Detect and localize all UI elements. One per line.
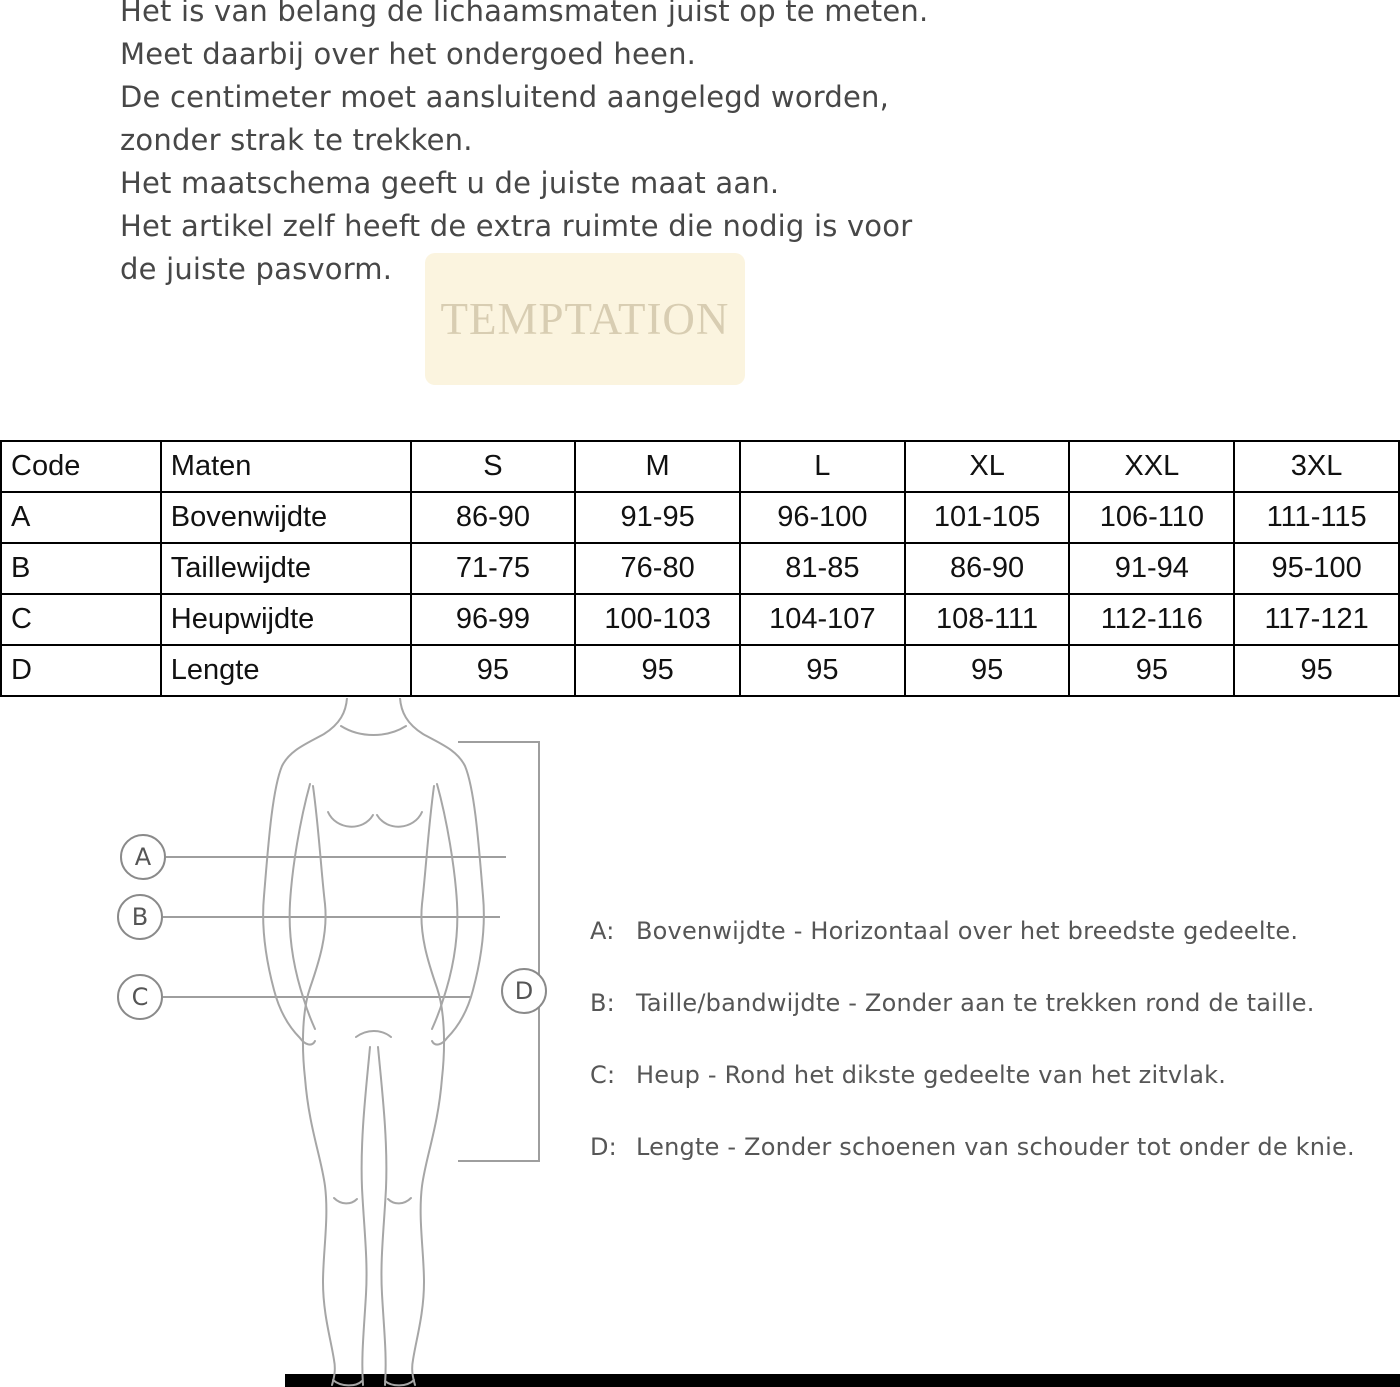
header-size-s: S bbox=[411, 441, 576, 492]
header-size-m: M bbox=[575, 441, 740, 492]
legend-item-b bbox=[590, 990, 1355, 1017]
table-cell: 106-110 bbox=[1069, 492, 1234, 543]
intro-line: De centimeter moet aansluitend aangelegd worden, bbox=[120, 80, 890, 114]
brand-logo-text: TEMPTATION bbox=[440, 294, 730, 344]
table-cell: 81-85 bbox=[740, 543, 905, 594]
table-cell: 71-75 bbox=[411, 543, 576, 594]
table-cell: 108-111 bbox=[905, 594, 1070, 645]
header-size-xl: XL bbox=[905, 441, 1070, 492]
measurement-legend bbox=[590, 918, 1355, 1161]
table-cell: 95 bbox=[905, 645, 1070, 696]
table-cell: 95 bbox=[1234, 645, 1399, 696]
table-cell: 95 bbox=[740, 645, 905, 696]
table-cell: 117-121 bbox=[1234, 594, 1399, 645]
header-size-l: L bbox=[740, 441, 905, 492]
header-maten: Maten bbox=[161, 441, 411, 492]
table-cell: 91-95 bbox=[575, 492, 740, 543]
table-cell: 101-105 bbox=[905, 492, 1070, 543]
table-cell: 86-90 bbox=[905, 543, 1070, 594]
legend-code: D: bbox=[590, 1133, 617, 1161]
size-table bbox=[0, 440, 1400, 697]
intro-line: Het maatschema geeft u de juiste maat aan. bbox=[120, 166, 780, 200]
legend-item-d bbox=[590, 1134, 1355, 1161]
marker-b: B bbox=[117, 894, 163, 940]
legend-code: C: bbox=[590, 1061, 616, 1089]
table-cell: 86-90 bbox=[411, 492, 576, 543]
measure-line-d-vertical bbox=[538, 742, 540, 1162]
table-cell: 91-94 bbox=[1069, 543, 1234, 594]
table-cell: 111-115 bbox=[1234, 492, 1399, 543]
row-label: Lengte bbox=[161, 645, 411, 696]
table-cell: 95 bbox=[411, 645, 576, 696]
intro-line: zonder strak te trekken. bbox=[120, 123, 473, 157]
table-cell: 112-116 bbox=[1069, 594, 1234, 645]
table-cell: 96-99 bbox=[411, 594, 576, 645]
table-row-taillewijdte bbox=[1, 543, 1399, 594]
table-cell: 95 bbox=[575, 645, 740, 696]
intro-line: Meet daarbij over het ondergoed heen. bbox=[120, 37, 697, 71]
table-row-heupwijdte bbox=[1, 594, 1399, 645]
legend-text: Bovenwijdte - Horizontaal over het breedste gedeelte. bbox=[636, 917, 1299, 945]
legend-item-a bbox=[590, 918, 1355, 945]
header-code: Code bbox=[1, 441, 161, 492]
legend-text: Lengte - Zonder schoenen van schouder tot onder de knie. bbox=[636, 1133, 1355, 1161]
table-row-bovenwijdte bbox=[1, 492, 1399, 543]
intro-text bbox=[120, 0, 928, 291]
row-code: A bbox=[1, 492, 161, 543]
legend-text: Heup - Rond het dikste gedeelte van het zitvlak. bbox=[636, 1061, 1227, 1089]
table-header-row bbox=[1, 441, 1399, 492]
brand-logo bbox=[425, 253, 745, 385]
table-cell: 104-107 bbox=[740, 594, 905, 645]
table-cell: 100-103 bbox=[575, 594, 740, 645]
intro-line: Het artikel zelf heeft de extra ruimte die nodig is voor bbox=[120, 209, 913, 243]
body-figure-illustration bbox=[220, 698, 520, 1387]
legend-item-c bbox=[590, 1062, 1355, 1089]
row-code: B bbox=[1, 543, 161, 594]
row-label: Heupwijdte bbox=[161, 594, 411, 645]
table-cell: 96-100 bbox=[740, 492, 905, 543]
row-label: Bovenwijdte bbox=[161, 492, 411, 543]
header-size-xxl: XXL bbox=[1069, 441, 1234, 492]
legend-code: B: bbox=[590, 989, 615, 1017]
legend-code: A: bbox=[590, 917, 615, 945]
row-label: Taillewijdte bbox=[161, 543, 411, 594]
legend-text: Taille/bandwijdte - Zonder aan te trekken rond de taille. bbox=[636, 989, 1315, 1017]
table-cell: 76-80 bbox=[575, 543, 740, 594]
marker-c: C bbox=[117, 974, 163, 1020]
intro-line: de juiste pasvorm. bbox=[120, 252, 393, 286]
intro-line: Het is van belang de lichaamsmaten juist op te meten. bbox=[120, 0, 929, 28]
marker-a: A bbox=[120, 834, 166, 880]
table-cell: 95 bbox=[1069, 645, 1234, 696]
table-cell: 95-100 bbox=[1234, 543, 1399, 594]
row-code: D bbox=[1, 645, 161, 696]
header-size-3xl: 3XL bbox=[1234, 441, 1399, 492]
marker-d: D bbox=[501, 968, 547, 1014]
table-row-lengte bbox=[1, 645, 1399, 696]
row-code: C bbox=[1, 594, 161, 645]
